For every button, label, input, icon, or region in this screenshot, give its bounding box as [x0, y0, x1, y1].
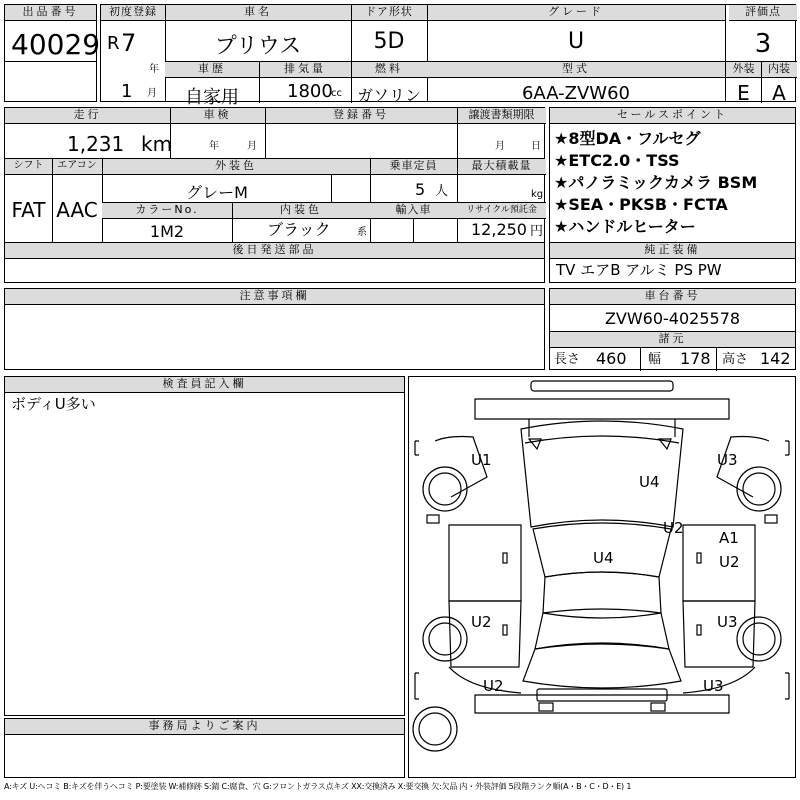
door-header: ドア形状 [351, 5, 427, 21]
damage-mark: U2 [719, 553, 740, 571]
chassis-box [549, 288, 796, 370]
legend: A:キズ U:ヘコミ B:キズを伴うヘコミ P:要塗装 W:補修跡 S:錆 C:腐食、穴 G:フロントガラス点キズ XX:交換済み X:要交換 欠:欠品 内・外装評価 5段階ランク順(A・B・C・D・E) 1 [4, 782, 632, 791]
door-value: 5D [373, 29, 405, 54]
displacement-header: 排気量 [259, 62, 351, 78]
inspector-box [4, 376, 405, 716]
lot-no-box [4, 4, 101, 102]
length-value: 460 [596, 349, 627, 368]
damage-mark: U3 [717, 613, 738, 631]
sales-point: ★SEA・PKSB・FCTA [554, 195, 728, 214]
first-reg-header: 初度登録 [101, 5, 165, 21]
max-load-header: 最大積載量 [457, 159, 546, 175]
sales-point: ★8型DA・フルセグ [554, 129, 701, 148]
damage-mark: U2 [471, 613, 492, 631]
inspection-header: 車検 [170, 108, 265, 124]
history-value: 自家用 [185, 87, 239, 108]
capacity-unit: 人 [435, 184, 449, 199]
year: 7 [121, 29, 137, 57]
notes-header: 注意事項欄 [5, 289, 544, 305]
model-code-value: 6AA-ZVW60 [521, 83, 631, 104]
lot-no-header: 出品番号 [5, 5, 96, 21]
ext-color-value: グレーM [186, 183, 248, 202]
genuine-header: 純正装備 [550, 243, 795, 259]
sales-points-header: セールスポイント [550, 108, 795, 124]
damage-mark: U4 [639, 473, 660, 491]
exterior-score: E [737, 81, 750, 105]
office-box [4, 718, 405, 778]
inspector-header: 検査員記入欄 [5, 377, 404, 393]
car-outline [409, 377, 795, 777]
import-header: 輸入車 [370, 203, 457, 219]
height-label: 高さ [722, 352, 749, 367]
model-code-header: 型式 [427, 62, 725, 78]
main-spec-box [100, 4, 796, 108]
damage-mark: U3 [703, 677, 724, 695]
sales-points-box [549, 107, 796, 283]
sales-point: ★ETC2.0・TSS [554, 151, 680, 170]
inspection-year-unit: 年 [209, 141, 219, 152]
later-parts-header: 後日発送部品 [5, 243, 544, 259]
int-color-value: ブラック [267, 220, 331, 239]
transfer-header: 譲渡書類期限 [457, 108, 546, 124]
capacity-value: 5 [415, 180, 426, 199]
detail-box [4, 107, 545, 283]
chassis-value: ZVW60-4025578 [604, 309, 741, 328]
displacement-value: 1800 [287, 81, 333, 102]
mileage-unit: km [141, 132, 173, 156]
shift-value: FAT [11, 198, 46, 222]
car-diagram [408, 376, 796, 778]
aircon-header: エアコン [52, 159, 102, 175]
damage-mark: U3 [717, 451, 738, 469]
max-load-unit: kg [531, 189, 544, 200]
sales-point: ★パノラミックカメラ BSM [554, 173, 758, 192]
fuel-header: 燃料 [351, 62, 427, 78]
inspector-notes: ボディU多い [11, 395, 96, 413]
month-unit: 月 [147, 88, 157, 99]
aircon-value: AAC [56, 198, 98, 222]
int-color-header: 内装色 [232, 203, 370, 219]
recycle-value: 12,250 [471, 220, 527, 239]
mileage-value: 1,231 [67, 132, 125, 156]
reg-no-header: 登録番号 [265, 108, 457, 124]
fuel-value: ガソリン [356, 86, 421, 105]
recycle-unit: 円 [530, 224, 544, 239]
era: R [107, 33, 120, 54]
month: 1 [121, 81, 133, 102]
car-name-value: プリウス [214, 34, 302, 59]
shift-header: シフト [5, 159, 52, 175]
grade-header: グレード [427, 5, 725, 21]
score-header: 評価点 [729, 5, 797, 21]
mileage-header: 走行 [5, 108, 170, 124]
history-header: 車歴 [165, 62, 259, 78]
width-value: 178 [680, 349, 711, 368]
interior-header: 内装 [761, 62, 797, 78]
width-label: 幅 [648, 352, 662, 367]
ext-color-header: 外装色 [102, 159, 370, 175]
score-value: 3 [754, 29, 772, 59]
recycle-header: リサイクル預託金 [457, 203, 546, 219]
office-header: 事務局よりご案内 [5, 719, 404, 735]
notes-box [4, 288, 545, 370]
damage-mark: U1 [471, 451, 492, 469]
specs-header: 諸元 [550, 332, 795, 348]
inspection-month-unit: 月 [247, 141, 257, 152]
damage-mark: U2 [663, 519, 684, 537]
interior-score: A [772, 81, 786, 105]
sales-point: ★ハンドルヒーター [554, 217, 696, 236]
exterior-header: 外装 [726, 62, 761, 78]
lot-no-value: 40029 [11, 28, 101, 61]
displacement-unit: cc [331, 88, 342, 99]
chassis-header: 車台番号 [550, 289, 795, 305]
genuine-value: TV エアB アルミ PS PW [556, 261, 722, 279]
length-label: 長さ [554, 352, 581, 367]
transfer-day-unit: 日 [531, 141, 541, 152]
grade-value: U [567, 29, 585, 54]
capacity-header: 乗車定員 [370, 159, 457, 175]
damage-mark: U2 [483, 677, 504, 695]
damage-mark: U4 [593, 549, 614, 567]
int-color-suffix: 系 [357, 227, 367, 238]
car-name-header: 車名 [165, 5, 351, 21]
color-no-value: 1M2 [149, 222, 185, 241]
damage-mark: A1 [719, 529, 739, 547]
color-no-header: カラーNo. [102, 203, 232, 219]
transfer-month-unit: 月 [495, 141, 505, 152]
year-unit: 年 [149, 64, 159, 75]
height-value: 142 [760, 349, 791, 368]
